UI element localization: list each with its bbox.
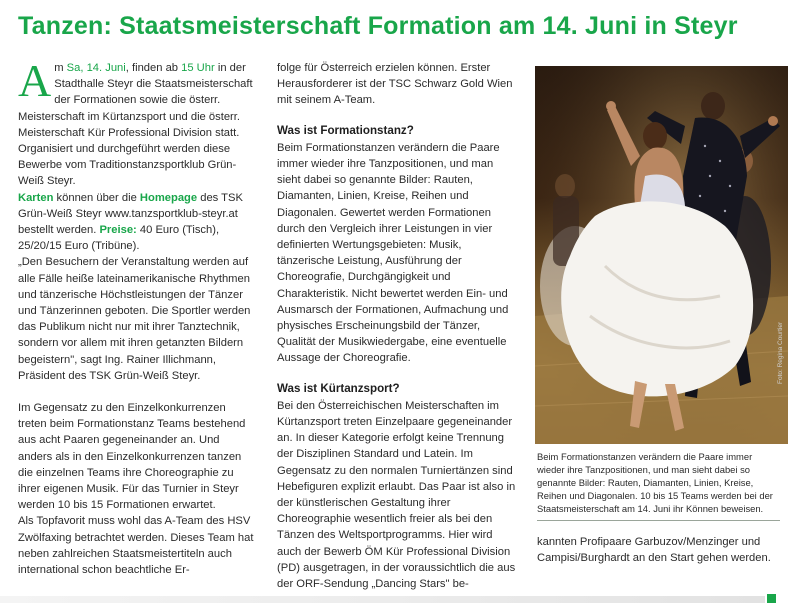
- event-time: 15 Uhr: [181, 62, 215, 74]
- prices-label: Preise:: [99, 224, 137, 237]
- tickets-text-3: 40 Euro (Tisch), 25/20/15 Euro (Tribüne).: [18, 224, 220, 253]
- favourite-paragraph: Als Topfavorit muss wohl das A-Team des HSV Zwölfaxing betrachtet werden. Dieses Team hat neben zahlreichen Staatsmeistertiteln auch international schon beachtliche Er-: [18, 515, 254, 577]
- drop-cap: A: [18, 55, 52, 106]
- subhead-kuertanzsport: Was ist Kürtanzsport?: [277, 381, 400, 395]
- dance-photo: [535, 66, 788, 444]
- subhead-formationstanz: Was ist Formationstanz?: [277, 123, 414, 137]
- headline: Tanzen: Staatsmeisterschaft Formation am 14. Juni in Steyr: [18, 12, 738, 40]
- intro-text-1: m: [54, 62, 67, 74]
- formation-paragraph: Im Gegensatz zu den Einzelkonkurrenzen treten beim Formationstanz Teams bestehend aus acht Paaren gegeneinander an. Und anders als in den Einzelkonkurrenzen tanzen die einzelnen Teams ihre Choreographie zu ihrer eigenen Musik. Für das Turnier in Steyr werden 10 bis 15 Formationen erwartet.: [18, 402, 246, 512]
- tickets-text-1: können über die: [53, 191, 140, 204]
- page-bottom-rule: [0, 596, 765, 603]
- article-column-2: [277, 60, 517, 592]
- intro-paragraph: [18, 55, 256, 190]
- tickets-label: Karten: [18, 191, 54, 204]
- intro-text-3: in der Stadthalle Steyr die Staatsmeisterschaft der Formationen sowie die österr. Meisterschaft im Kürtanzsport und die österr. Meisterschaft Kür Professional Division statt. Organisiert und durchgeführt werden diese Bewerbe vom Traditionstanzsportklub Grün-Weiß Steyr.: [18, 62, 253, 188]
- continuation-paragraph: folge für Österreich erzielen können. Erster Herausforderer ist der TSC Schwarz Gold Wien mit seinem A-Team.: [277, 62, 513, 107]
- event-date: Sa, 14. Juni: [66, 62, 126, 74]
- article-column-3: kannten Profipaare Garbuzov/Menzinger und Campisi/Burghardt an den Start gehen werden.: [537, 536, 771, 565]
- photo-credit: Foto: Regina Courtier: [777, 321, 784, 384]
- quote-paragraph: „Den Besuchern der Veranstaltung werden auf alle Fälle heiße lateinamerikanische Rhythmen und tänzerische Höchstleistungen der Tänzer und Tänzerinnen geboten. Die Sportler werden das Publikum nicht nur mit ihrer Tanztechnik, sondern vor allem mit ihren getanzten Bildern begeistern", sagt Ing. Rainer Illichmann, Präsident des TSK Grün-Weiß Steyr.: [18, 256, 251, 382]
- intro-text-2: , finden ab: [125, 62, 182, 74]
- article-column-1: [18, 55, 256, 578]
- kuertanzsport-paragraph: Bei den Österreichischen Meisterschaften im Kürtanzsport treten Einzelpaare gegeneinander an. In dieser Kategorie erfolgt keine Trennung der Disziplinen Standard und Latein. Im Gegensatz zu den normalen Turniertänzen sind Hebefiguren explizit erlaubt. Das Paar ist also in der künstlerischen Gestaltung ihrer Choreographie wesentlich freier als bei den Tänzen des Weltsportprogramms. Hier wird auch der Bewerb ÖM Kür Professional Division (PD) ausgetragen, in der voraussichtlich die aus der ORF-Sendung „Dancing Stars" be-: [277, 399, 516, 591]
- dance-photo-illustration: [535, 66, 788, 444]
- tickets-paragraph: [18, 190, 256, 255]
- green-corner-square: [767, 594, 776, 603]
- formationstanz-paragraph: Beim Formationstanzen verändern die Paare immer wieder ihre Tanzpositionen, und man sieht dabei so genannte Bilder: Rauten, Diamanten, Linien, Kreise, Reihen und Diagonalen. Gewertet werden Formationen durch den Vergleich ihrer Leistungen in vier definierten Wertungsgebieten: Musik, tänzerische Leistung, Ausführung der Choreografie, Durchgängigkeit und Charakteristik. Nicht bewertet werden Ein- und Ausmarsch der Formationen, Aufmachung und physisches Erscheinungsbild der Tänzer, Qualität der Musikwiedergabe, eine eventuelle Aussage der Choreografie.: [277, 141, 509, 365]
- photo-caption: Beim Formationstanzen verändern die Paare immer wieder ihre Tanzpositionen, und man sieht dabei so genannte Bilder: Rauten, Diamanten, Linien, Kreise, Reihen und Diagonalen. 10 bis 15 Teams werden bei der Staatsmeisterschaft am 14. Juni ihr Können beweisen.: [537, 451, 773, 514]
- homepage-label: Homepage: [139, 191, 198, 204]
- caption-divider: [537, 520, 780, 521]
- tickets-text-2: des TSK Grün-Weiß Steyr www.tanzsportklub-steyr.at bestellt werden.: [18, 191, 243, 237]
